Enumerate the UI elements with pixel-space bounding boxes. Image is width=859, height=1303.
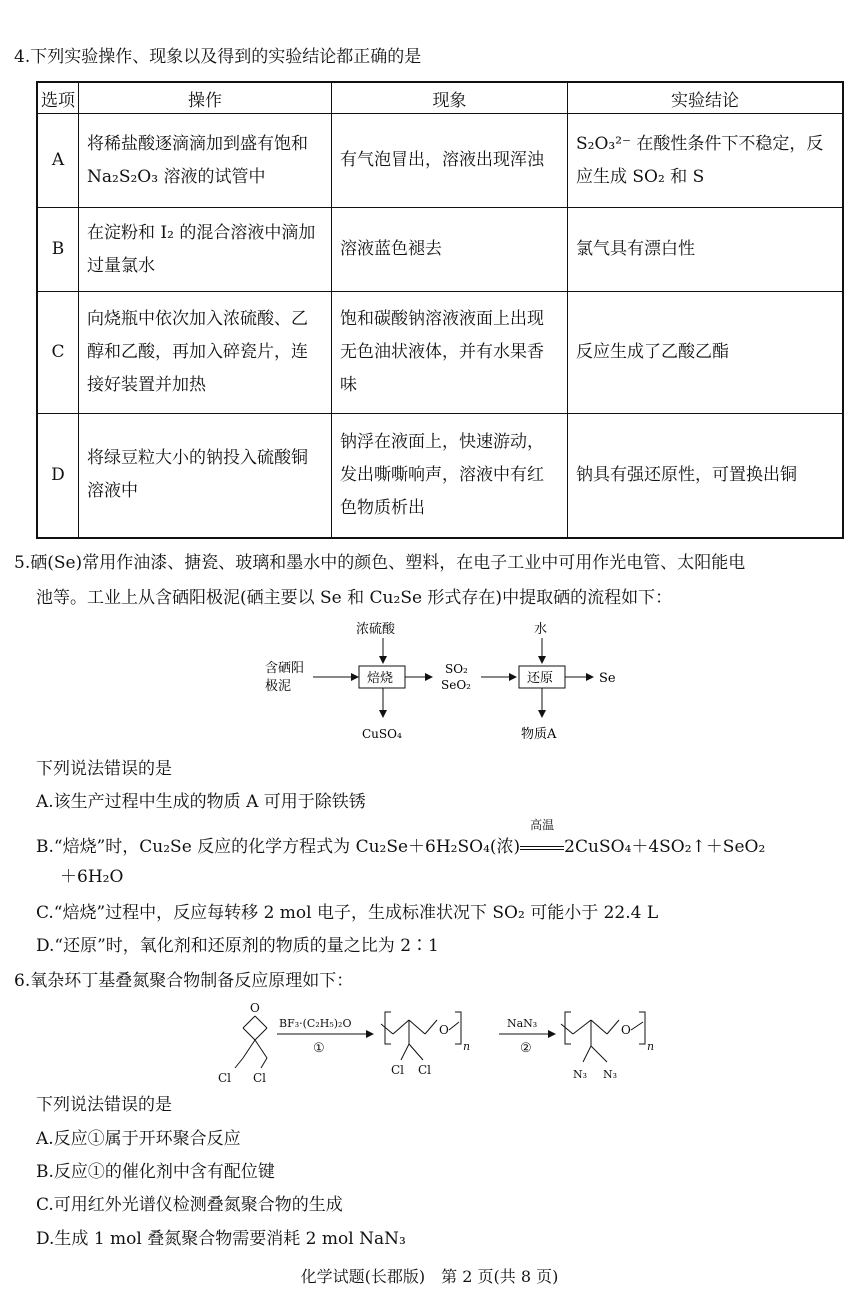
q5-option-a: A.该生产过程中生成的物质 A 可用于除铁锈 (36, 792, 366, 812)
row-conclusion: 钠具有强还原性，可置换出铜 (568, 414, 844, 538)
flow-gas-so2: SO₂ (445, 662, 468, 676)
row-conclusion: 氯气具有漂白性 (568, 208, 844, 292)
q5-intro-line2: 池等。工业上从含硒阳极泥(硒主要以 Se 和 Cu₂Se 形式存在)中提取硒的流程如下： (36, 588, 673, 608)
q6-option-a: A.反应①属于开环聚合反应 (36, 1129, 241, 1149)
q6-prompt: 下列说法错误的是 (36, 1095, 172, 1115)
flow-input-water: 水 (534, 622, 548, 637)
q5-option-c: C.“焙烧”过程中，反应每转移 2 mol 电子，生成标准状况下 SO₂ 可能小于 22.4 L (36, 903, 659, 923)
q6-title: 6.氧杂环丁基叠氮聚合物制备反应原理如下： (14, 971, 354, 991)
table-row (37, 208, 843, 292)
monomer-o: O (250, 1001, 260, 1015)
monomer-cl-right: Cl (253, 1071, 267, 1085)
polymer2-n: n (647, 1040, 655, 1053)
flow-product-se: Se (599, 671, 616, 686)
polymer2-n3-left: N₃ (573, 1068, 588, 1081)
row-key: A (37, 114, 79, 208)
table-row (37, 292, 843, 414)
col-header-conclusion: 实验结论 (568, 82, 844, 114)
row-key: D (37, 414, 79, 538)
row-phenomenon: 有气泡冒出，溶液出现浑浊 (332, 114, 568, 208)
q5-option-b-rest: 2CuSO₄＋4SO₂↑＋SeO₂ (564, 837, 766, 857)
table-row (37, 114, 843, 208)
q6-option-b: B.反应①的催化剂中含有配位键 (36, 1162, 275, 1182)
flow-raw-line1: 含硒阳 (265, 661, 305, 676)
flow-box-roast-label: 焙烧 (367, 671, 394, 686)
polymer2-n3-right: N₃ (603, 1068, 618, 1081)
row-conclusion: S₂O₃²⁻ 在酸性条件下不稳定，反应生成 SO₂ 和 S (568, 114, 844, 208)
polymer1-cl-left: Cl (391, 1063, 405, 1077)
col-header-phenomenon: 现象 (332, 82, 568, 114)
polymer1-n: n (463, 1040, 471, 1053)
row-conclusion: 反应生成了乙酸乙酯 (568, 292, 844, 414)
q5-option-b-arrow (520, 818, 564, 862)
table-header-row (37, 82, 843, 114)
col-header-operation: 操作 (79, 82, 332, 114)
polymer-reaction-scheme (215, 1000, 685, 1088)
table-row (37, 414, 843, 538)
q5-option-b-line2: ＋6H₂O (60, 867, 124, 887)
q5-option-d: D.“还原”时，氧化剂和还原剂的物质的量之比为 2∶1 (36, 936, 439, 956)
flow-output-cuso4: CuSO₄ (362, 727, 402, 741)
q5-intro-line1: 5.硒(Se)常用作油漆、搪瓷、玻璃和墨水中的颜色、塑料，在电子工业中可用作光电管、太阳能电 (14, 553, 746, 573)
flow-output-a: 物质A (521, 727, 557, 742)
step-2-label: ② (520, 1041, 532, 1056)
q6-option-c: C.可用红外光谱仪检测叠氮聚合物的生成 (36, 1195, 343, 1215)
q6-option-d: D.生成 1 mol 叠氮聚合物需要消耗 2 mol NaN₃ (36, 1229, 406, 1249)
reagent-bf3: BF₃·(C₂H₅)₂O (279, 1017, 352, 1030)
row-operation: 将绿豆粒大小的钠投入硫酸铜溶液中 (79, 414, 332, 538)
flow-raw-line2: 极泥 (265, 679, 292, 694)
q4-title: 4.下列实验操作、现象以及得到的实验结论都正确的是 (14, 47, 422, 67)
reagent-nan3: NaN₃ (507, 1017, 538, 1030)
oxetane-monomer (218, 1001, 267, 1085)
row-phenomenon: 溶液蓝色褪去 (332, 208, 568, 292)
q5-option-b (36, 818, 843, 862)
step-1-label: ① (313, 1041, 325, 1056)
polymer2-o: O (621, 1023, 631, 1037)
experiment-table (36, 81, 844, 539)
polymer-dichloride (381, 1012, 470, 1077)
col-header-option: 选项 (37, 82, 79, 114)
q5-option-b-text: B.“焙烧”时，Cu₂Se 反应的化学方程式为 Cu₂Se＋6H₂SO₄(浓) (36, 837, 521, 857)
row-operation: 在淀粉和 I₂ 的混合溶液中滴加过量氯水 (79, 208, 332, 292)
q5-option-b-condition: 高温 (530, 818, 555, 832)
row-key: C (37, 292, 79, 414)
row-operation: 将稀盐酸逐滴滴加到盛有饱和 Na₂S₂O₃ 溶液的试管中 (79, 114, 332, 208)
q5-prompt: 下列说法错误的是 (36, 759, 172, 779)
row-key: B (37, 208, 79, 292)
flow-gas-seo2: SeO₂ (441, 678, 471, 692)
row-phenomenon: 钠浮在液面上，快速游动，发出嘶嘶响声，溶液中有红色物质析出 (332, 414, 568, 538)
monomer-cl-left: Cl (218, 1071, 232, 1085)
row-operation: 向烧瓶中依次加入浓硫酸、乙醇和乙酸，再加入碎瓷片，连接好装置并加热 (79, 292, 332, 414)
page-footer: 化学试题(长郡版) 第 2 页(共 8 页) (300, 1267, 559, 1286)
flow-box-reduce-label: 还原 (527, 671, 554, 686)
polymer1-o: O (439, 1023, 449, 1037)
polymer-diazide (561, 1012, 654, 1081)
row-phenomenon: 饱和碳酸钠溶液液面上出现无色油状液体，并有水果香味 (332, 292, 568, 414)
polymer1-cl-right: Cl (418, 1063, 432, 1077)
flow-input-acid: 浓硫酸 (356, 622, 396, 637)
selenium-flow-diagram (255, 616, 635, 748)
